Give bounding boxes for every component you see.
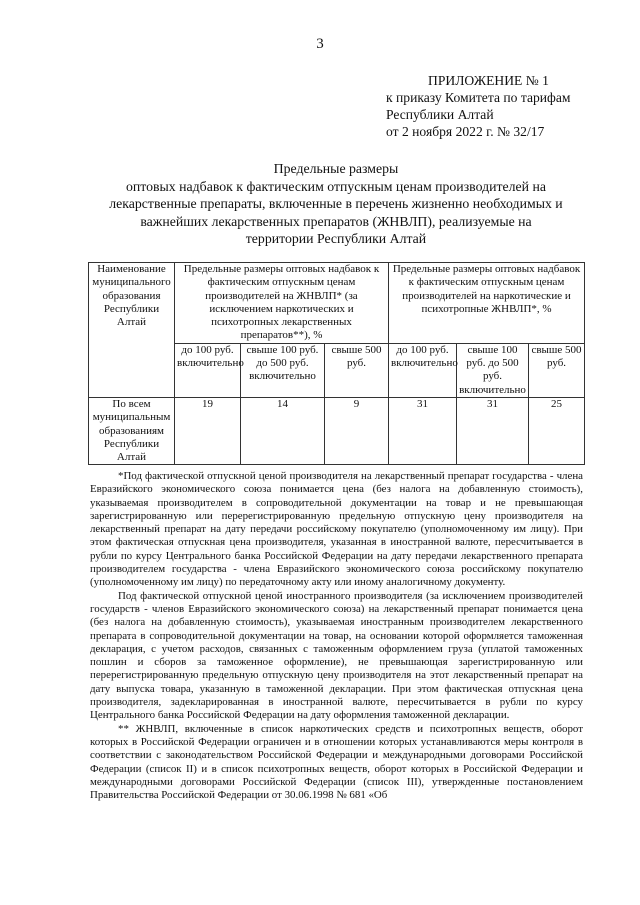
value-cell: 19 (175, 397, 241, 464)
subheader-cell: свыше 500 руб. (529, 343, 585, 397)
subheader-cell: до 100 руб. включительно (175, 343, 241, 397)
title-line-3: лекарственные препараты, включенные в перечень жизненно необходимых и (109, 196, 563, 211)
row-municipality: По всем муниципальным образованиям Республики Алтай (89, 397, 175, 464)
value-cell: 9 (325, 397, 389, 464)
appendix-line-2: Республики Алтай (386, 107, 494, 122)
footnotes (90, 470, 583, 802)
title-line-1: Предельные размеры (273, 161, 399, 176)
markup-table (88, 262, 585, 465)
value-cell: 14 (241, 397, 325, 464)
subheader-cell: свыше 100 руб. до 500 руб. включительно (241, 343, 325, 397)
subheader-cell: до 100 руб. включительно (389, 343, 457, 397)
value-cell: 25 (529, 397, 585, 464)
title-line-4: важнейших лекарственных препаратов (ЖНВЛП), реализуемые на (140, 213, 532, 229)
document-title (96, 160, 576, 248)
page-number: 3 (316, 36, 324, 52)
appendix-heading: ПРИЛОЖЕНИЕ № 1 (428, 73, 549, 88)
header-municipality: Наименование муниципального образования Республики Алтай (89, 263, 175, 398)
value-cell: 31 (389, 397, 457, 464)
appendix-line-3: от 2 ноября 2022 г. № 32/17 (386, 124, 545, 139)
value-cell: 31 (457, 397, 529, 464)
subheader-cell: свыше 500 руб. (325, 343, 389, 397)
title-line-2: оптовых надбавок к фактическим отпускным ценам производителей на (126, 178, 546, 194)
footnote-3: ** ЖНВЛП, включенные в список наркотических средств и психотропных веществ, оборот которых в Российской Федерации ограничен и в отношении которых устанавливаются меры контроля в соответствии с законодательством Российской Федерации и международными договорами Российской Федерации (список II) и в список психотропных веществ, оборот которых в Российской Федерации и международными договорами Российской Федерации (список III), утвержденные постановлением Правительства Российской Федерации от 30.06.1998 № 681 «Об (90, 722, 583, 802)
appendix-line-1: к приказу Комитета по тарифам (386, 90, 571, 105)
title-line-5: территории Республики Алтай (245, 231, 427, 246)
footnote-1: *Под фактической отпускной ценой производителя на лекарственный препарат государства - члена Евразийского экономического союза понимается цена (без налога на добавленную стоимость), указываемая производителем в сопроводительной документации на товар и не превышающая зарегистрированную или перерегистрированную предельную отпускную цену производителя на лекарственный препарат на дату передачи российскому покупателю (уполномоченному им лицу). При этом фактическая отпускная цена производителя, указанная в иностранной валюте, пересчитывается в рубли по курсу Центрального банка Российской Федерации на дату передачи лекарственного препарата производителем государства - члена Евразийского экономического союза российскому покупателю (уполномоченному им лицу) по передаточному акту или иному аналогичному документу. (90, 470, 583, 589)
header-group-narcotic: Предельные размеры оптовых надбавок к фактическим отпускным ценам производителей на наркотические и психотропные ЖНВЛП*, % (389, 263, 585, 344)
header-group-general: Предельные размеры оптовых надбавок к фактическим отпускным ценам производителей на ЖНВЛП* (за исключением наркотических и психотропных лекарственных препаратов**), % (175, 263, 389, 344)
footnote-2: Под фактической отпускной ценой иностранного производителя (за исключением производителей государств - членов Евразийского экономического союза) на лекарственный препарат понимается цена (без налога на добавленную стоимость), указываемая иностранным производителем лекарственного препарата в сопроводительной документации на товар, на основании которой оформляется таможенная декларация, с учетом расходов, связанных с таможенным оформлением груза (уплатой таможенных пошлин и сборов за таможенное оформление), не превышающая зарегистрированную или перерегистрированную предельную отпускную цену производителя на этот лекарственный препарат на дату выпуска товара, указанную в таможенной декларации. При этом фактическая отпускная цена производителя, задекларированная в иностранной валюте, пересчитывается в рубли по курсу Центрального банка Российской Федерации на дату оформления таможенной декларации. (90, 589, 583, 722)
appendix-header (386, 72, 636, 140)
subheader-cell: свыше 100 руб. до 500 руб. включительно (457, 343, 529, 397)
